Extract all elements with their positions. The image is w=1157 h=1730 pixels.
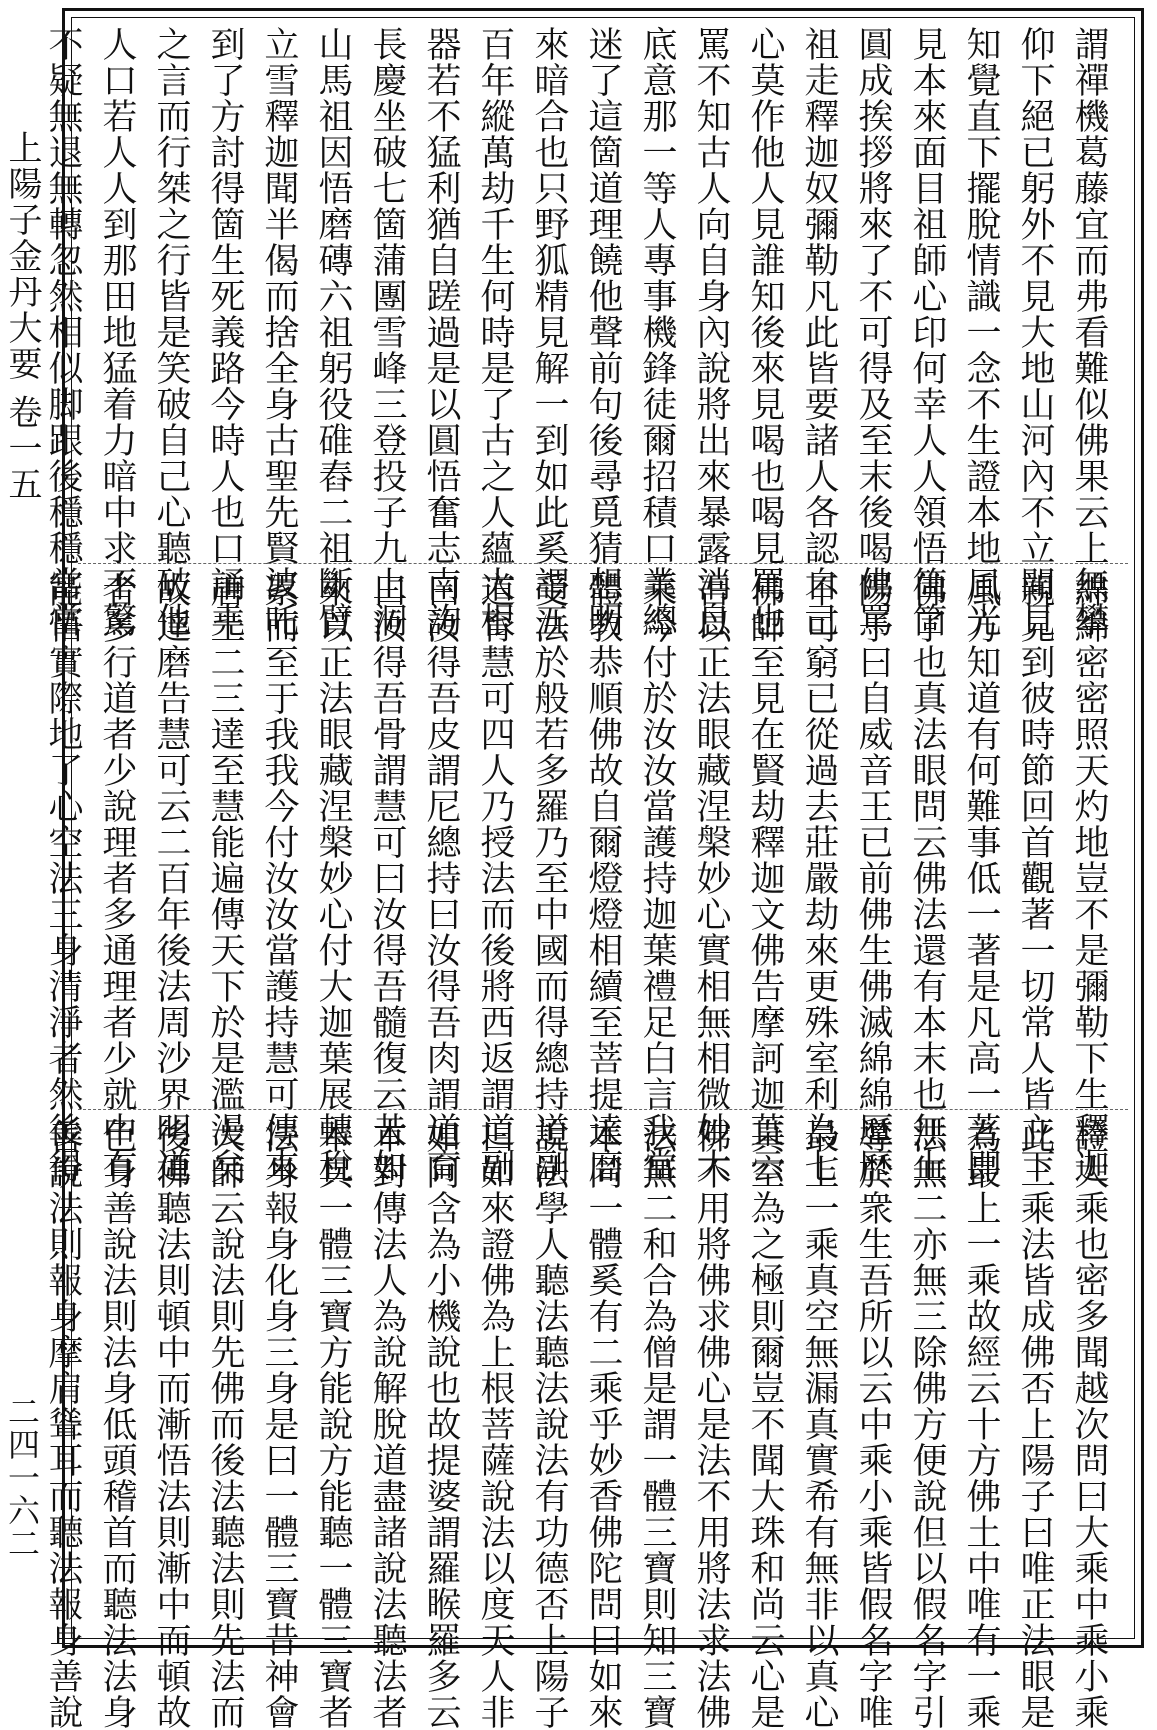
- page-number: 二四一六二: [3, 1395, 41, 1560]
- text-column: 百年縱萬劫千生何時是了古之人蘊大根: [475, 26, 515, 638]
- text-column: 迷了這箇道理饒他聲前句後尋覓猜想明: [583, 26, 623, 638]
- text-column: 吾以正法眼藏涅槃妙心實相無相微妙大: [691, 572, 731, 1184]
- text-column: 長慶坐破七箇蒲團雪峰三登投子九上洞: [367, 26, 407, 638]
- text-column: 法無二亦無三除佛方便說但以假名字引: [907, 1118, 947, 1730]
- text-columns-top: [36, 26, 1116, 638]
- text-column: 風方知道有何難事低一著是凡高一著即: [961, 572, 1001, 1184]
- text-column: 不可窮已從過去莊嚴劫來更殊室利為七: [799, 572, 839, 1184]
- text-column: 曰汝得吾骨謂慧可曰汝得吾髓復云昔如: [367, 572, 407, 1184]
- text-column: 來以正法眼藏涅槃妙心付大迦葉展轉稅: [313, 572, 353, 1184]
- text-column: 見本來面目祖師心印何幸人人領悟箇箇: [907, 26, 947, 638]
- text-column: 本同一體奚有二乘乎妙香佛陀問曰如來: [583, 1118, 623, 1730]
- text-column: 乘今付於汝汝當護持迦葉禮足白言我當: [637, 572, 677, 1184]
- text-column: 者多行道者少說理者多通理者少就中有: [97, 572, 137, 1184]
- text-column: 受法於般若多羅乃至中國而得總持道副: [529, 572, 569, 1184]
- text-column: 曰如來證佛為上根菩薩說法以度天人非: [475, 1118, 515, 1730]
- text-column: 知覺直下擺脫情識一念不生證本地風光: [961, 26, 1001, 638]
- text-column: 導於衆生吾所以云中乘小乘皆假名字唯: [853, 1118, 893, 1730]
- text-column: 本對傳法人為說解脫道盡諸說法聽法者: [367, 1118, 407, 1730]
- text-column: 累而至于我我今付汝汝當護持慧可傳來: [259, 572, 299, 1184]
- text-column: 最上一乘真空無漏真實希有無非以真心: [799, 1118, 839, 1730]
- text-column: 本具一體三寶方能說方能聽一體三寶者: [313, 1118, 353, 1730]
- page-frame-inner: [43, 17, 1135, 1730]
- text-column: 曰汝得吾皮謂尼總持曰汝得吾肉謂道育: [421, 572, 461, 1184]
- text-column: 體教恭順佛故自爾燈燈相續至菩提達磨: [583, 572, 623, 1184]
- text-column: 仰下絕已躬外不見大地山河內不立聞見: [1015, 26, 1055, 638]
- text-column: 不疑無退無轉忽然相似脚跟後穩穩當當: [43, 26, 83, 638]
- text-column: 善說法則報身摩肩聳耳而聽法報身善說: [43, 1118, 83, 1730]
- text-column: 來暗合也只野狐精見解一到如此奚謂五: [529, 26, 569, 638]
- text-column: 山馬祖因悟磨磚六祖躬役碓舂二祖斷臂: [313, 26, 353, 638]
- text-column: 佛師至見在賢劫釋迦文佛告摩訶迦葉云: [745, 572, 785, 1184]
- text-column: 唐土二三達至慧能遍傳天下於是濫漫矣: [205, 572, 245, 1184]
- text-column: 綿綿密密照天灼地豈不是彌勒下生釋迦: [1069, 572, 1109, 1184]
- text-column: 證大乘也密多聞越次問曰大乘中乘小乘: [1069, 1118, 1109, 1730]
- text-column: 能悟實際地了心空法三身清淨者然後得: [43, 572, 83, 1184]
- text-column: 陽子曰自威音王已前佛生佛滅綿綿歷歷: [853, 572, 893, 1184]
- text-column: 如阿含為小機說也故提婆謂羅睺羅多云: [421, 1118, 461, 1730]
- text-column: 法身報身化身三身是曰一體三寶昔神會: [259, 1118, 299, 1730]
- text-column: 圓成挨拶將來了不可得及至末後喝佛罵: [853, 26, 893, 638]
- text-column: 謂禪機葛藤宜而弗看難似佛果云上無攀: [1069, 26, 1109, 638]
- text-column: 立雪釋迦聞半偈而捨全身古聖先賢波吒: [259, 26, 299, 638]
- text-column: 真空為之極則爾豈不聞大珠和尚云心是: [745, 1118, 785, 1730]
- register-top: [43, 18, 1134, 638]
- text-column: 為最上一乘故經云十方佛土中唯有一乘: [961, 1118, 1001, 1730]
- text-column: 底意那一等人專事機鋒徒爾招積口業總: [637, 26, 677, 638]
- text-column: 器若不猛利猶自蹉過是以圓悟奮志南詢: [421, 26, 461, 638]
- text-column: 親見到彼時節回首觀著一切常人皆立下: [1015, 572, 1055, 1184]
- text-column: 此三乘法皆成佛否上陽子曰唯正法眼是: [1015, 1118, 1055, 1730]
- register-bottom: [43, 1110, 1134, 1730]
- book-title: 上陽子金丹大要 卷一五: [2, 130, 42, 503]
- text-columns-middle: [36, 572, 1116, 1184]
- text-column: 佛了也真法眼問云佛法還有本末也無上: [907, 572, 947, 1184]
- text-column: 罵不知古人向自身內說將出來暴露消息: [691, 26, 731, 638]
- text-column: 祖走釋迦奴彌勒凡此皆要諸人各認自己: [799, 26, 839, 638]
- text-column: 佛不用將佛求佛心是法不用將法求法佛: [691, 1118, 731, 1730]
- text-column: 大師云說法則先佛而後法聽法則先法而: [205, 1118, 245, 1730]
- text-column: 故達磨告慧可云二百年後法周沙界明道: [151, 572, 191, 1184]
- text-columns-bottom: [36, 1118, 1116, 1730]
- text-column: 之言而行桀之行皆是笑破自己心聽破他: [151, 26, 191, 638]
- text-column: 到了方討得箇生死義路今時人也口誦堯: [205, 26, 245, 638]
- register-middle: [43, 564, 1134, 1184]
- text-column: 法無二和合為僧是謂一體三寶則知三寶: [637, 1118, 677, 1730]
- text-column: 說法學人聽法聽法說法有功德否上陽子: [529, 1118, 569, 1730]
- text-column: 道育慧可四人乃授法而後將西返謂道副: [475, 572, 515, 1184]
- text-column: 色身善說法則法身低頭稽首而聽法法身: [97, 1118, 137, 1730]
- page-frame: [43, 8, 1144, 1730]
- text-column: 心莫作他人見誰知後來見喝也喝見罵也: [745, 26, 785, 638]
- text-column: 後佛聽法則頓中而漸悟法則漸中而頓故: [151, 1118, 191, 1730]
- text-column: 人口若人人到那田地猛着力暗中求不驚: [97, 26, 137, 638]
